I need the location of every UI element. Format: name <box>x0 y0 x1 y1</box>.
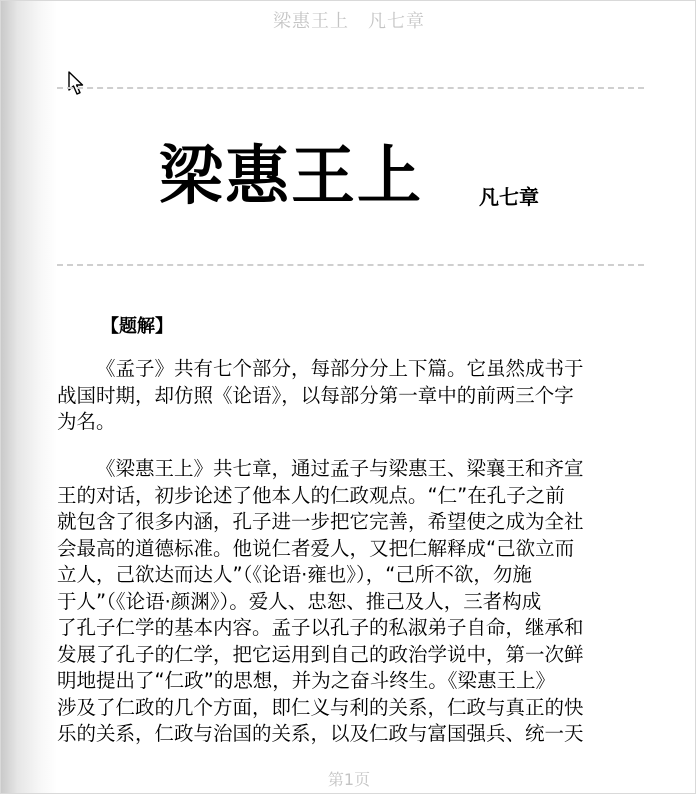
paragraph-line: 《孟子》共有七个部分，每部分分上下篇。它虽然成书于 <box>96 357 584 380</box>
cursor-icon <box>68 71 86 97</box>
paragraph-line: 立人，己欲达而达人”（《论语·雍也》），“己所不欲，勿施 <box>57 563 532 586</box>
paragraph-1 <box>57 356 647 436</box>
paragraph-line: 战国时期，却仿照《论语》，以每部分第一章中的前两三个字 <box>57 383 574 407</box>
paragraph-line: 《梁惠王上》共七章，通过孟子与梁惠王、梁襄王和齐宣 <box>96 457 584 480</box>
chapter-title: 梁惠王上 <box>159 140 423 214</box>
divider-top <box>57 87 644 89</box>
page-number: 第1页 <box>327 770 371 789</box>
paragraph-line: 涉及了仁政的几个方面，即仁义与利的关系，仁政与真正的快 <box>57 695 584 719</box>
paragraph-2 <box>57 456 647 748</box>
section-heading: 【题解】 <box>101 316 173 337</box>
paragraph-line: 于人”（《论语·颜渊》）。爱人、忠恕、推己及人，三者构成 <box>57 589 542 613</box>
paragraph-line: 明地提出了“仁政”的思想，并为之奋斗终生。《梁惠王上》 <box>57 669 555 692</box>
running-header: 梁惠王上 凡七章 <box>273 11 425 32</box>
page-edge-shadow <box>1 1 57 794</box>
paragraph-line: 王的对话，初步论述了他本人的仁政观点。“仁”在孔子之前 <box>57 483 565 507</box>
paragraph-line: 为名。 <box>57 410 116 433</box>
paragraph-line: 发展了孔子的仁学，把它运用到自己的政治学说中，第一次鲜 <box>57 642 584 666</box>
paragraph-line: 了孔子仁学的基本内容。孟子以孔子的私淑弟子自命，继承和 <box>57 616 584 639</box>
paragraph-line: 就包含了很多内涵，孔子进一步把它完善，希望使之成为全社 <box>57 510 584 533</box>
chapter-subtitle: 凡七章 <box>479 185 539 209</box>
divider-bottom <box>57 264 644 266</box>
paragraph-line: 会最高的道德标准。他说仁者爱人，又把仁解释成“己欲立而 <box>57 536 575 560</box>
paragraph-line: 乐的关系，仁政与治国的关系，以及仁政与富国强兵、统一天 <box>57 722 584 745</box>
